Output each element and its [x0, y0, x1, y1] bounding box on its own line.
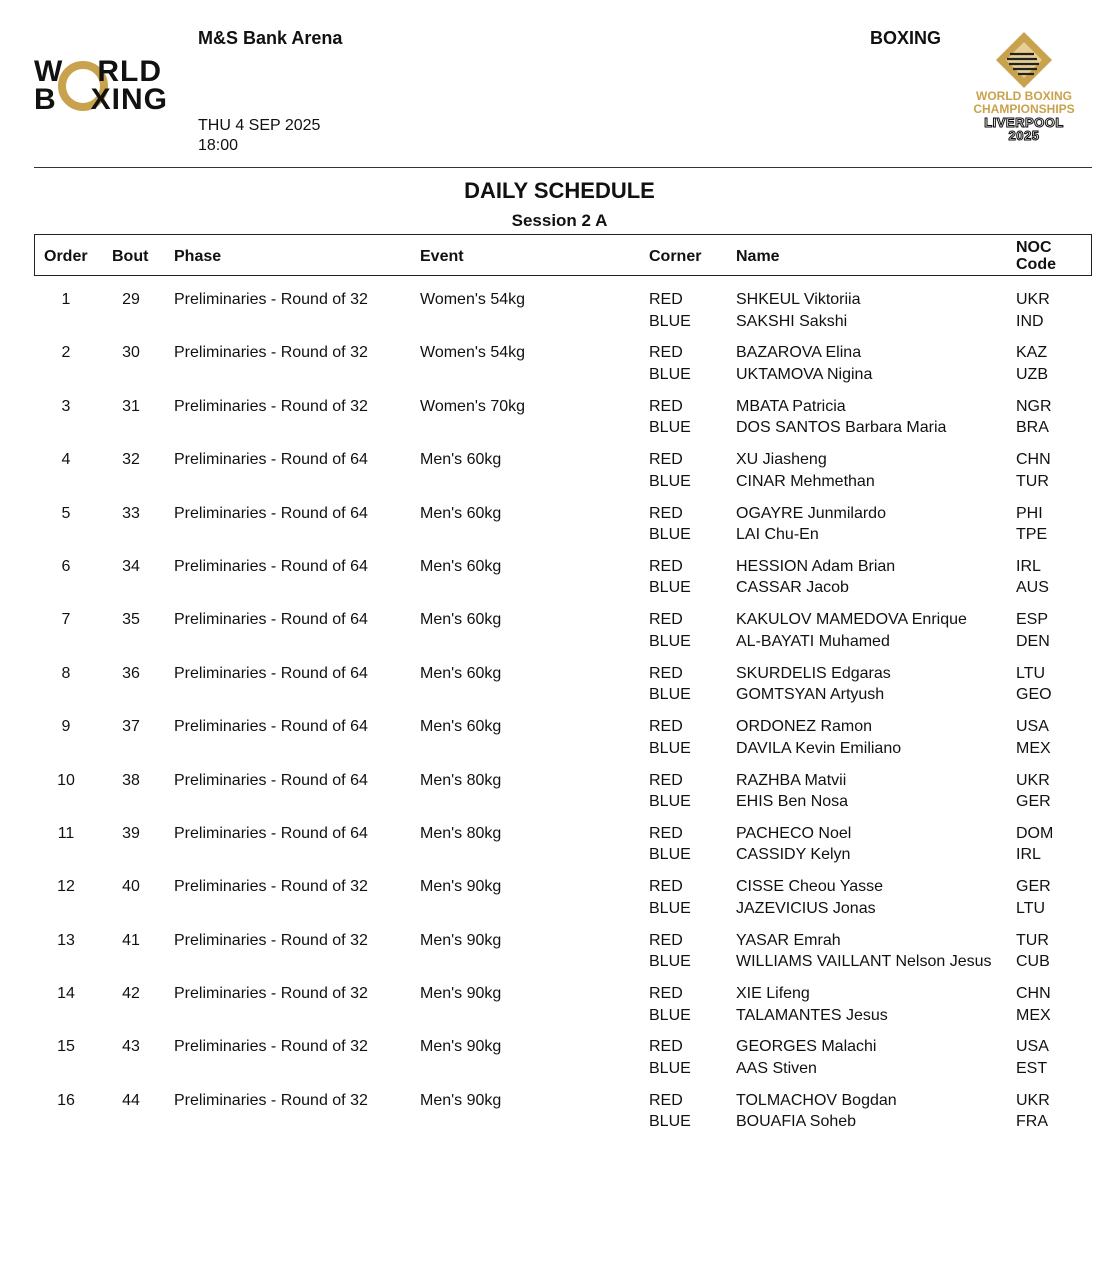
champ-line-1: WORLD BOXING [976, 89, 1072, 103]
red-noc-code: KAZ [1016, 344, 1048, 362]
red-corner: RED [649, 557, 683, 575]
bout-phase: Preliminaries - Round of 32 [174, 344, 368, 362]
red-boxer-name: CISSE Cheou Yasse [736, 878, 884, 896]
bout-event: Men's 90kg [420, 878, 502, 896]
bout-order: 5 [61, 504, 71, 522]
blue-corner: BLUE [649, 365, 691, 383]
red-boxer-name: HESSION Adam Brian [736, 557, 896, 575]
name-cell [736, 342, 872, 385]
bout-phase: Preliminaries - Round of 64 [174, 557, 368, 575]
bout-number: 38 [122, 771, 140, 789]
blue-boxer-name: LAI Chu-En [736, 526, 819, 544]
champ-city: LIVERPOOL [984, 115, 1064, 130]
bout-event: Women's 70kg [420, 397, 526, 415]
name-cell [736, 716, 901, 759]
blue-corner: BLUE [649, 1006, 691, 1024]
bout-order: 6 [61, 557, 71, 575]
blue-boxer-name: BOUAFIA Soheb [736, 1113, 857, 1131]
world-boxing-logo [34, 55, 200, 116]
bout-number: 33 [122, 504, 140, 522]
blue-noc-code: GER [1016, 793, 1051, 811]
corner-cell [649, 396, 691, 439]
session-datetime [198, 116, 320, 156]
red-noc-code: DOM [1016, 824, 1054, 842]
red-boxer-name: GEORGES Malachi [736, 1038, 877, 1056]
bout-phase: Preliminaries - Round of 32 [174, 1038, 368, 1056]
blue-noc-code: TPE [1016, 526, 1048, 544]
red-noc-code: PHI [1016, 504, 1043, 522]
red-noc-code: USA [1016, 718, 1049, 736]
blue-boxer-name: CASSIDY Kelyn [736, 846, 851, 864]
table-row [0, 556, 1119, 609]
bout-event: Men's 60kg [420, 664, 502, 682]
red-corner: RED [649, 1091, 683, 1109]
logo-ring-gap [57, 86, 91, 114]
name-cell [736, 556, 895, 599]
red-noc-code: UKR [1016, 1091, 1050, 1109]
bout-order: 13 [57, 931, 75, 949]
red-boxer-name: BAZAROVA Elina [736, 344, 862, 362]
bout-phase: Preliminaries - Round of 32 [174, 878, 368, 896]
red-noc-code: ESP [1016, 611, 1049, 629]
bout-phase: Preliminaries - Round of 32 [174, 985, 368, 1003]
blue-boxer-name: EHIS Ben Nosa [736, 793, 849, 811]
noc-cell [1016, 396, 1052, 439]
logo-word-top: W RLD [34, 55, 162, 88]
red-corner: RED [649, 718, 683, 736]
blue-boxer-name: DOS SANTOS Barbara Maria [736, 419, 947, 437]
blue-corner: BLUE [649, 739, 691, 757]
blue-boxer-name: CINAR Mehmethan [736, 472, 875, 490]
table-row [0, 289, 1119, 342]
blue-corner: BLUE [649, 953, 691, 971]
bout-number: 43 [122, 1038, 140, 1056]
bout-phase: Preliminaries - Round of 32 [174, 1091, 368, 1109]
blue-noc-code: CUB [1016, 953, 1050, 971]
bout-order: 14 [57, 985, 75, 1003]
blue-corner: BLUE [649, 899, 691, 917]
bout-number: 40 [122, 878, 140, 896]
bout-phase: Preliminaries - Round of 64 [174, 771, 368, 789]
bout-number: 31 [122, 397, 140, 415]
red-corner: RED [649, 771, 683, 789]
blue-noc-code: FRA [1016, 1113, 1048, 1131]
red-corner: RED [649, 291, 683, 308]
noc-cell [1016, 342, 1048, 385]
bout-phase: Preliminaries - Round of 64 [174, 664, 368, 682]
col-corner: Corner [649, 248, 702, 265]
bout-number: 35 [122, 611, 140, 629]
red-corner: RED [649, 504, 683, 522]
bout-event: Men's 90kg [420, 931, 502, 949]
red-corner: RED [649, 344, 683, 362]
red-boxer-name: TOLMACHOV Bogdan [736, 1091, 897, 1109]
bout-phase: Preliminaries - Round of 32 [174, 397, 368, 415]
corner-cell [649, 503, 691, 546]
corner-cell [649, 876, 691, 919]
red-noc-code: LTU [1016, 664, 1046, 682]
bout-order: 11 [57, 824, 75, 842]
corner-cell [649, 1090, 691, 1133]
blue-corner: BLUE [649, 312, 691, 330]
col-bout: Bout [112, 248, 149, 265]
red-boxer-name: XU Jiasheng [736, 451, 827, 469]
bout-event: Men's 60kg [420, 718, 502, 736]
bout-number: 36 [122, 664, 140, 682]
table-row [0, 609, 1119, 662]
table-row [0, 823, 1119, 876]
red-boxer-name: XIE Lifeng [736, 985, 810, 1003]
corner-cell [649, 663, 691, 706]
corner-cell [649, 289, 691, 332]
red-corner: RED [649, 397, 683, 415]
red-boxer-name: SHKEUL Viktoriia [736, 291, 861, 308]
blue-corner: BLUE [649, 1113, 691, 1131]
bout-event: Men's 90kg [420, 1091, 502, 1109]
championship-diamond-icon [994, 30, 1054, 90]
logo-word-bottom: B XING [34, 83, 169, 116]
col-noc [1016, 239, 1056, 273]
red-corner: RED [649, 451, 683, 469]
table-row [0, 1090, 1119, 1143]
bout-order: 1 [61, 291, 71, 308]
noc-cell [1016, 609, 1050, 652]
blue-noc-code: BRA [1016, 419, 1049, 437]
blue-corner: BLUE [649, 1059, 691, 1077]
red-corner: RED [649, 611, 683, 629]
header-divider [34, 167, 1092, 168]
red-noc-code: GER [1016, 878, 1051, 896]
bout-event: Men's 90kg [420, 1038, 502, 1056]
blue-noc-code: TUR [1016, 472, 1049, 490]
bout-order: 16 [57, 1091, 75, 1109]
champ-line-2: CHAMPIONSHIPS [973, 102, 1075, 116]
blue-noc-code: AUS [1016, 579, 1049, 597]
blue-noc-code: MEX [1016, 1006, 1051, 1024]
bout-event: Women's 54kg [420, 291, 526, 308]
blue-corner: BLUE [649, 526, 691, 544]
name-cell [736, 1090, 897, 1133]
noc-cell [1016, 503, 1047, 546]
bout-number: 32 [122, 451, 140, 469]
blue-boxer-name: CASSAR Jacob [736, 579, 849, 597]
bout-event: Men's 60kg [420, 557, 502, 575]
table-row [0, 876, 1119, 929]
name-cell [736, 289, 861, 332]
red-corner: RED [649, 824, 683, 842]
bout-event: Women's 54kg [420, 344, 526, 362]
red-boxer-name: YASAR Emrah [736, 931, 841, 949]
bout-phase: Preliminaries - Round of 64 [174, 504, 368, 522]
corner-cell [649, 609, 691, 652]
noc-cell [1016, 1036, 1049, 1079]
blue-boxer-name: UKTAMOVA Nigina [736, 365, 873, 383]
session-subtitle: Session 2 A [511, 211, 608, 230]
red-corner: RED [649, 878, 683, 896]
bout-phase: Preliminaries - Round of 64 [174, 451, 368, 469]
name-cell [736, 1036, 876, 1079]
red-corner: RED [649, 985, 683, 1003]
bout-order: 9 [61, 718, 71, 736]
bout-phase: Preliminaries - Round of 32 [174, 291, 368, 308]
bout-event: Men's 60kg [420, 504, 502, 522]
noc-cell [1016, 983, 1051, 1026]
session-date: THU 4 SEP 2025 [198, 117, 321, 134]
champ-year: 2025 [1008, 128, 1040, 143]
red-boxer-name: KAKULOV MAMEDOVA Enrique [736, 611, 967, 629]
name-cell [736, 876, 883, 919]
col-noc-line-1: NOC [1016, 239, 1052, 256]
red-noc-code: NGR [1016, 397, 1052, 415]
table-header [34, 234, 1092, 276]
bout-number: 42 [122, 985, 140, 1003]
col-noc-line-2: Code [1016, 256, 1056, 273]
name-cell [736, 609, 967, 652]
red-boxer-name: PACHECO Noel [736, 824, 852, 842]
blue-corner: BLUE [649, 686, 691, 704]
noc-cell [1016, 823, 1053, 866]
blue-corner: BLUE [649, 472, 691, 490]
bout-order: 3 [61, 397, 71, 415]
corner-cell [649, 1036, 691, 1079]
bout-order: 2 [61, 344, 71, 362]
name-cell [736, 930, 992, 973]
championships-logo [962, 30, 1086, 152]
blue-corner: BLUE [649, 419, 691, 437]
noc-cell [1016, 663, 1052, 706]
blue-boxer-name: SAKSHI Sakshi [736, 312, 848, 330]
bout-number: 44 [122, 1091, 140, 1109]
bout-event: Men's 80kg [420, 824, 502, 842]
blue-noc-code: GEO [1016, 686, 1052, 704]
col-phase: Phase [174, 248, 222, 265]
red-noc-code: IRL [1016, 557, 1041, 575]
table-row [0, 1036, 1119, 1089]
table-row [0, 342, 1119, 395]
blue-noc-code: IND [1016, 312, 1044, 330]
blue-boxer-name: DAVILA Kevin Emiliano [736, 739, 902, 757]
blue-noc-code: LTU [1016, 899, 1046, 917]
blue-boxer-name: AL-BAYATI Muhamed [736, 632, 890, 650]
schedule-table-body [0, 289, 1119, 1143]
noc-cell [1016, 930, 1050, 973]
red-boxer-name: MBATA Patricia [736, 397, 846, 415]
bout-number: 41 [122, 931, 140, 949]
name-cell [736, 823, 851, 866]
blue-corner: BLUE [649, 793, 691, 811]
red-boxer-name: RAZHBA Matvii [736, 771, 847, 789]
bout-order: 4 [61, 451, 71, 469]
blue-noc-code: EST [1016, 1059, 1048, 1077]
corner-cell [649, 770, 691, 813]
corner-cell [649, 823, 691, 866]
bout-order: 15 [57, 1038, 75, 1056]
blue-boxer-name: AAS Stiven [736, 1059, 817, 1077]
corner-cell [649, 930, 691, 973]
blue-corner: BLUE [649, 846, 691, 864]
red-boxer-name: OGAYRE Junmilardo [736, 504, 886, 522]
bout-number: 34 [122, 557, 140, 575]
col-name: Name [736, 248, 780, 265]
blue-boxer-name: TALAMANTES Jesus [736, 1006, 888, 1024]
name-cell [736, 983, 888, 1026]
red-corner: RED [649, 664, 683, 682]
session-time: 18:00 [198, 137, 239, 154]
blue-noc-code: UZB [1016, 365, 1048, 383]
blue-boxer-name: JAZEVICIUS Jonas [736, 899, 876, 917]
bout-order: 10 [57, 771, 75, 789]
noc-cell [1016, 556, 1049, 599]
red-noc-code: TUR [1016, 931, 1049, 949]
logo-ring-gap [63, 58, 97, 86]
noc-cell [1016, 876, 1051, 919]
blue-noc-code: DEN [1016, 632, 1050, 650]
name-cell [736, 449, 875, 492]
bout-number: 30 [122, 344, 140, 362]
table-row [0, 449, 1119, 502]
col-event: Event [420, 248, 464, 265]
sport-label: BOXING [870, 28, 942, 48]
noc-cell [1016, 770, 1051, 813]
page-title: DAILY SCHEDULE [464, 178, 655, 203]
bout-number: 37 [122, 718, 140, 736]
bout-phase: Preliminaries - Round of 64 [174, 611, 368, 629]
noc-cell [1016, 289, 1050, 332]
table-row [0, 770, 1119, 823]
bout-number: 29 [122, 291, 140, 308]
noc-cell [1016, 1090, 1050, 1133]
table-row [0, 930, 1119, 983]
bout-phase: Preliminaries - Round of 32 [174, 931, 368, 949]
red-corner: RED [649, 931, 683, 949]
corner-cell [649, 556, 691, 599]
blue-noc-code: MEX [1016, 739, 1051, 757]
blue-noc-code: IRL [1016, 846, 1041, 864]
red-noc-code: CHN [1016, 451, 1051, 469]
noc-cell [1016, 716, 1051, 759]
blue-boxer-name: GOMTSYAN Artyush [736, 686, 885, 704]
table-row [0, 716, 1119, 769]
table-row [0, 663, 1119, 716]
noc-cell [1016, 449, 1051, 492]
red-noc-code: UKR [1016, 771, 1050, 789]
bout-event: Men's 80kg [420, 771, 502, 789]
red-boxer-name: SKURDELIS Edgaras [736, 664, 891, 682]
bout-phase: Preliminaries - Round of 64 [174, 718, 368, 736]
bout-number: 39 [122, 824, 140, 842]
bout-event: Men's 60kg [420, 611, 502, 629]
name-cell [736, 503, 886, 546]
name-cell [736, 396, 946, 439]
bout-event: Men's 90kg [420, 985, 502, 1003]
red-noc-code: CHN [1016, 985, 1051, 1003]
venue-name: M&S Bank Arena [198, 28, 343, 48]
name-cell [736, 770, 848, 813]
corner-cell [649, 342, 691, 385]
red-noc-code: UKR [1016, 291, 1050, 308]
bout-order: 8 [61, 664, 71, 682]
col-order: Order [44, 248, 88, 265]
bout-event: Men's 60kg [420, 451, 502, 469]
name-cell [736, 663, 891, 706]
red-boxer-name: ORDONEZ Ramon [736, 718, 873, 736]
blue-corner: BLUE [649, 632, 691, 650]
blue-corner: BLUE [649, 579, 691, 597]
corner-cell [649, 983, 691, 1026]
table-row [0, 983, 1119, 1036]
bout-order: 12 [57, 878, 75, 896]
bout-phase: Preliminaries - Round of 64 [174, 824, 368, 842]
corner-cell [649, 716, 691, 759]
blue-boxer-name: WILLIAMS VAILLANT Nelson Jesus [736, 953, 992, 971]
corner-cell [649, 449, 691, 492]
red-noc-code: USA [1016, 1038, 1049, 1056]
table-row [0, 503, 1119, 556]
red-corner: RED [649, 1038, 683, 1056]
table-row [0, 396, 1119, 449]
bout-order: 7 [61, 611, 71, 629]
